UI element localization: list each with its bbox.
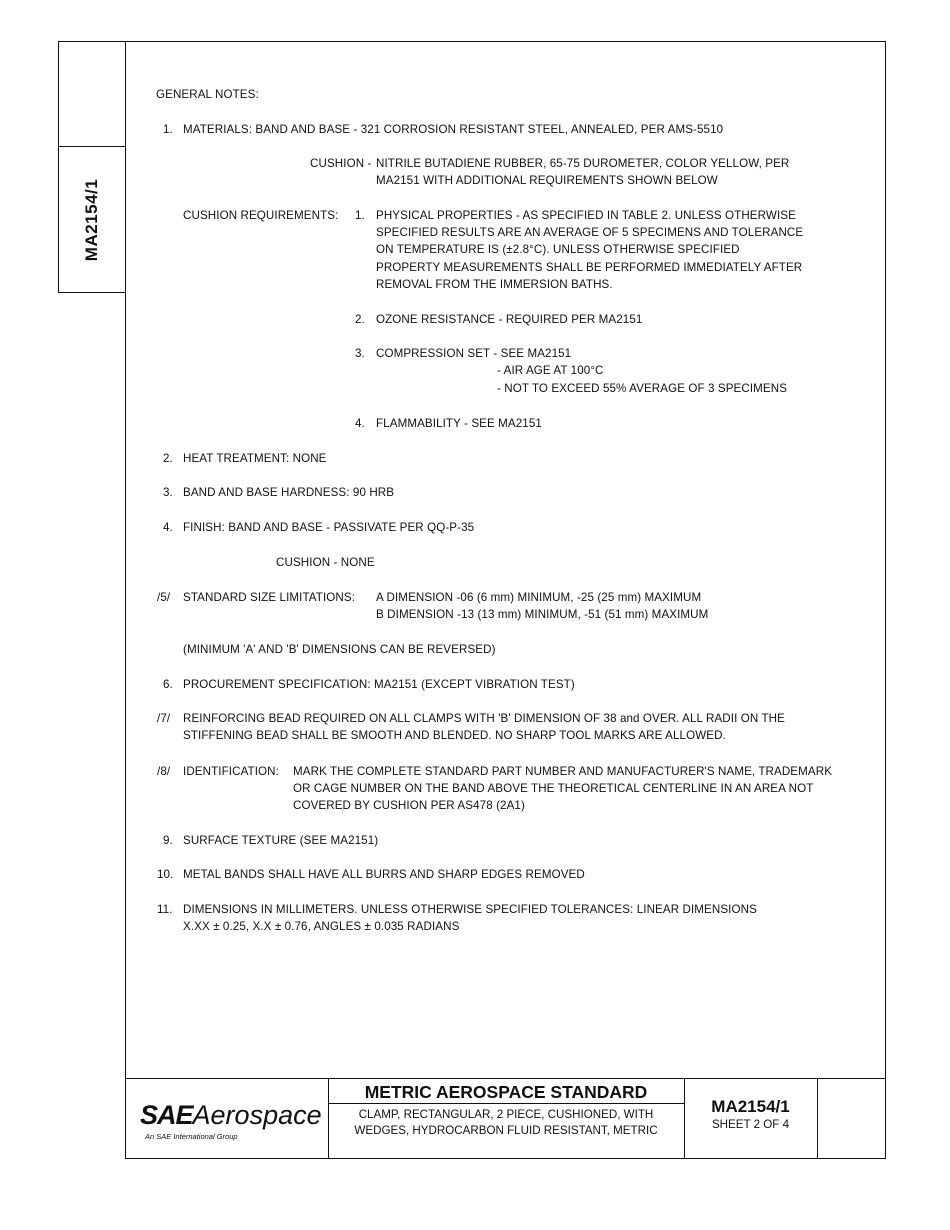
- requirement-1-line: PHYSICAL PROPERTIES - AS SPECIFIED IN TABLE 2. UNLESS OTHERWISE: [376, 209, 796, 222]
- note-5-reversal: (MINIMUM 'A' AND 'B' DIMENSIONS CAN BE REVERSED): [183, 643, 496, 656]
- note-8-line3: COVERED BY CUSHION PER AS478 (2A1): [293, 799, 525, 812]
- part-description-line2: WEDGES, HYDROCARBON FLUID RESISTANT, METRIC: [354, 1124, 658, 1137]
- logo-aerospace: Aerospace: [192, 1100, 322, 1130]
- note-11-line2: X.XX ± 0.25, X.X ± 0.76, ANGLES ± 0.035 RADIANS: [183, 920, 460, 933]
- note-11-number: 11.: [157, 903, 173, 916]
- requirement-3-sub-air-age: - AIR AGE AT 100°C: [497, 364, 604, 377]
- note-5-b-dimension: B DIMENSION -13 (13 mm) MINIMUM, -51 (51 mm) MAXIMUM: [376, 608, 709, 621]
- note-2-number: 2.: [163, 452, 173, 465]
- note-8-label: IDENTIFICATION:: [183, 765, 279, 778]
- requirement-4-number: 4.: [355, 417, 365, 430]
- document-number: MA2154/1: [711, 1097, 790, 1116]
- note-4-number: 4.: [163, 521, 173, 534]
- note-7-line1: REINFORCING BEAD REQUIRED ON ALL CLAMPS WITH 'B' DIMENSION OF 38 and OVER. ALL RADII ON THE: [183, 712, 785, 725]
- requirement-1-line: SPECIFIED RESULTS ARE AN AVERAGE OF 5 SPECIMENS AND TOLERANCE: [376, 226, 804, 239]
- requirement-1-line: ON TEMPERATURE IS (±2.8°C). UNLESS OTHERWISE SPECIFIED: [376, 243, 740, 256]
- note-2-heat-treatment: HEAT TREATMENT: NONE: [183, 452, 327, 465]
- note-4-finish: FINISH: BAND AND BASE - PASSIVATE PER QQ-P-35: [183, 521, 475, 534]
- requirement-3-sub-limit: - NOT TO EXCEED 55% AVERAGE OF 3 SPECIMENS: [497, 382, 788, 395]
- note-8-line1: MARK THE COMPLETE STANDARD PART NUMBER AND MANUFACTURER'S NAME, TRADEMARK: [293, 765, 833, 778]
- note-8-number: /8/: [157, 765, 171, 778]
- note-6-number: 6.: [163, 678, 173, 691]
- part-description-line1: CLAMP, RECTANGULAR, 2 PIECE, CUSHIONED, WITH: [358, 1108, 654, 1121]
- note-7-line2: STIFFENING BEAD SHALL BE SMOOTH AND BLENDED. NO SHARP TOOL MARKS ARE ALLOWED.: [183, 729, 726, 742]
- requirement-3-compression-set: COMPRESSION SET - SEE MA2151: [376, 347, 572, 360]
- standard-title: METRIC AEROSPACE STANDARD: [364, 1082, 648, 1102]
- requirement-1-number: 1.: [355, 209, 365, 222]
- requirement-2-ozone: OZONE RESISTANCE - REQUIRED PER MA2151: [376, 313, 643, 326]
- notes-heading: GENERAL NOTES:: [156, 88, 259, 101]
- requirement-4-flammability: FLAMMABILITY - SEE MA2151: [376, 417, 542, 430]
- note-10-burrs: METAL BANDS SHALL HAVE ALL BURRS AND SHARP EDGES REMOVED: [183, 868, 585, 881]
- sae-aerospace-logo: [140, 1100, 330, 1150]
- side-tab-doc-number: [58, 146, 126, 293]
- note-3-hardness: BAND AND BASE HARDNESS: 90 HRB: [183, 486, 395, 499]
- cushion-requirements-label: CUSHION REQUIREMENTS:: [183, 209, 339, 222]
- note-4-cushion-finish: CUSHION - NONE: [276, 556, 375, 569]
- note-1-cushion-line2: MA2151 WITH ADDITIONAL REQUIREMENTS SHOWN BELOW: [376, 174, 718, 187]
- note-1-number: 1.: [163, 123, 173, 136]
- note-5-a-dimension: A DIMENSION -06 (6 mm) MINIMUM, -25 (25 mm) MAXIMUM: [376, 591, 702, 604]
- part-description: [328, 1107, 684, 1139]
- logo-tagline: An SAE International Group: [145, 1132, 238, 1141]
- title-underline: [328, 1103, 684, 1104]
- side-tab-doc-number-text: MA2154/1: [82, 178, 101, 261]
- note-5-label: STANDARD SIZE LIMITATIONS:: [183, 591, 356, 604]
- note-1-cushion-line1: NITRILE BUTADIENE RUBBER, 65-75 DUROMETER, COLOR YELLOW, PER: [376, 157, 790, 170]
- note-7-number: /7/: [157, 712, 171, 725]
- note-8-line2: OR CAGE NUMBER ON THE BAND ABOVE THE THEORETICAL CENTERLINE IN AN AREA NOT: [293, 782, 814, 795]
- note-3-number: 3.: [163, 486, 173, 499]
- note-9-number: 9.: [163, 834, 173, 847]
- note-6-procurement: PROCUREMENT SPECIFICATION: MA2151 (EXCEPT VIBRATION TEST): [183, 678, 575, 691]
- requirement-2-number: 2.: [355, 313, 365, 326]
- requirement-3-number: 3.: [355, 347, 365, 360]
- sheet-number: SHEET 2 OF 4: [711, 1118, 790, 1131]
- note-1-materials: MATERIALS: BAND AND BASE - 321 CORROSION RESISTANT STEEL, ANNEALED, PER AMS-5510: [183, 123, 724, 136]
- note-9-surface-texture: SURFACE TEXTURE (SEE MA2151): [183, 834, 379, 847]
- note-5-number: /5/: [157, 591, 171, 604]
- title-block-divider: [817, 1078, 818, 1159]
- note-1-cushion-label: CUSHION -: [310, 157, 372, 170]
- requirement-1-line: PROPERTY MEASUREMENTS SHALL BE PERFORMED IMMEDIATELY AFTER: [376, 261, 803, 274]
- note-10-number: 10.: [157, 868, 174, 881]
- logo-sae: SAE: [140, 1100, 193, 1130]
- requirement-1-line: REMOVAL FROM THE IMMERSION BATHS.: [376, 278, 613, 291]
- note-11-line1: DIMENSIONS IN MILLIMETERS. UNLESS OTHERWISE SPECIFIED TOLERANCES: LINEAR DIMENSIONS: [183, 903, 757, 916]
